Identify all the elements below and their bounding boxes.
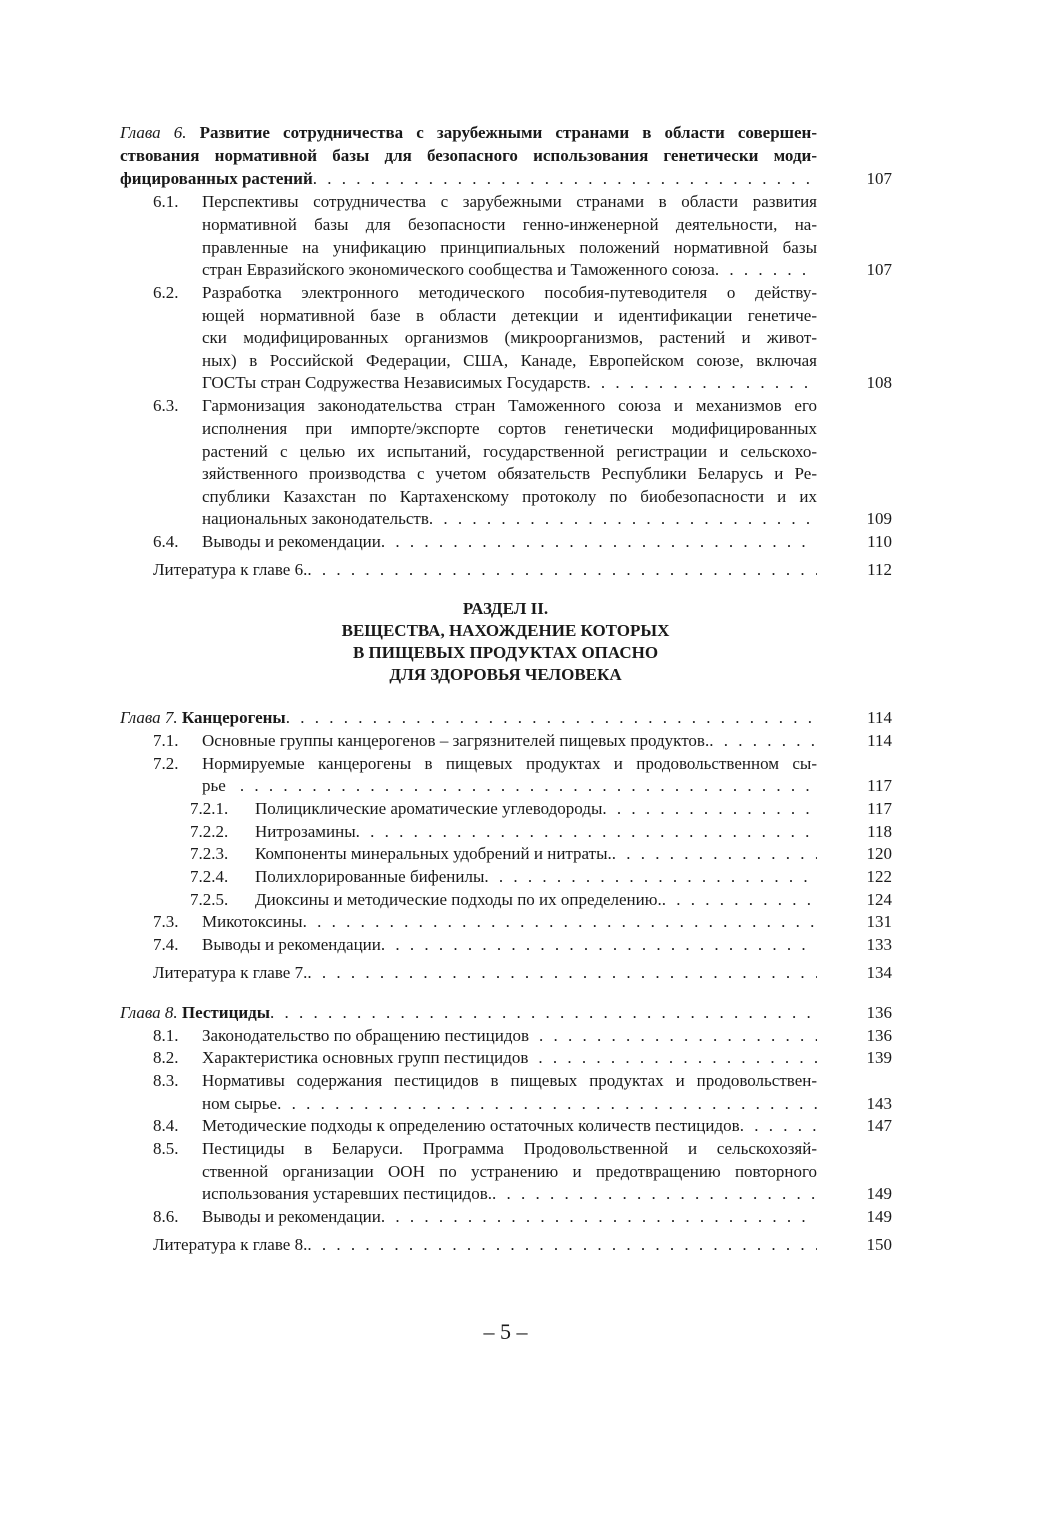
leader-dots (277, 1092, 817, 1115)
entry-line: Полихлорированные бифенилы (255, 867, 485, 886)
entry-line: стран Евразийского экономического сообщества и Таможенного союза (202, 260, 715, 279)
page-number: 117 (867, 799, 892, 818)
chapter-label: Глава 8. (120, 1003, 178, 1022)
entry-line: ном сырье (202, 1094, 278, 1113)
page-number: 122 (866, 867, 892, 886)
page-number: 124 (866, 890, 892, 909)
entry-number: 7.2.5. (190, 890, 229, 909)
entry-number: 8.1. (153, 1026, 179, 1045)
page-footer-number: – 5 – (483, 1319, 528, 1344)
entry-line: Выводы и рекомендации (202, 1207, 381, 1226)
page-number: 139 (866, 1048, 892, 1067)
section-heading-line: ДЛЯ ЗДОРОВЬЯ ЧЕЛОВЕКА (389, 665, 622, 684)
leader-dots (307, 1233, 817, 1256)
entry-number: 8.4. (153, 1116, 179, 1135)
entry-line: Нитрозамины (255, 822, 356, 841)
page-number: 118 (867, 822, 892, 841)
page-number: 136 (866, 1026, 892, 1045)
leader-dots (709, 729, 817, 752)
page-number: 109 (866, 509, 892, 528)
page-number: 143 (866, 1094, 892, 1113)
page-number: 107 (866, 169, 892, 188)
leader-dots (602, 797, 817, 820)
section-heading-line: РАЗДЕЛ II. (462, 599, 549, 618)
leader-dots (662, 888, 817, 911)
page-number: 133 (866, 935, 892, 954)
literature-label: Литература к главе 8. (153, 1235, 308, 1254)
page-number: 131 (866, 912, 892, 931)
entry-number: 6.3. (153, 396, 179, 415)
page-number: 114 (867, 708, 892, 727)
chapter-title-line: Развитие сотрудничества с зарубежными странами в области совершен- (199, 123, 818, 142)
leader-dots (586, 371, 817, 394)
leader-dots (381, 1205, 817, 1228)
entry-line: правленные на унификацию принципиальных положений нормативной базы (202, 238, 817, 257)
chapter-title: Канцерогены (181, 708, 286, 727)
leader-dots (286, 706, 817, 729)
entry-line: ных) в Российской Федерации, США, Канаде, Европейском союзе, включая (202, 351, 817, 370)
leader-dots (539, 1024, 817, 1047)
page-number: 149 (866, 1184, 892, 1203)
section-heading-line: ВЕЩЕСТВА, НАХОЖДЕНИЕ КОТОРЫХ (341, 621, 670, 640)
entry-number: 8.3. (153, 1071, 179, 1090)
entry-line: Характеристика основных групп пестицидов (202, 1048, 529, 1067)
entry-number: 8.6. (153, 1207, 179, 1226)
chapter-title-line: фицированных растений (120, 169, 313, 188)
entry-number: 6.4. (153, 532, 179, 551)
entry-number: 7.2.4. (190, 867, 229, 886)
entry-line: Нормируемые канцерогены в пищевых продуктах и продовольственном сы- (202, 754, 817, 773)
leader-dots (429, 507, 817, 530)
entry-number: 7.4. (153, 935, 179, 954)
entry-number: 7.3. (153, 912, 179, 931)
leader-dots (381, 933, 817, 956)
entry-number: 8.2. (153, 1048, 179, 1067)
leader-dots (307, 961, 817, 984)
chapter-title-line: ствования нормативной базы для безопасного использования генетически моди- (120, 146, 817, 165)
leader-dots (270, 1001, 817, 1024)
entry-line: Нормативы содержания пестицидов в пищевых продуктах и продовольствен- (202, 1071, 817, 1090)
entry-line: национальных законодательств (202, 509, 429, 528)
entry-number: 8.5. (153, 1139, 179, 1158)
entry-line: Компоненты минеральных удобрений и нитраты. (255, 844, 612, 863)
entry-line: ющей нормативной базе в области детекции и идентификации генетиче- (202, 306, 817, 325)
entry-line: зяйственного производства с учетом обязательств Республики Беларусь и Ре- (202, 464, 817, 483)
entry-line: Перспективы сотрудничества с зарубежными странами в области развития (202, 192, 817, 211)
entry-number: 6.2. (153, 283, 179, 302)
entry-line: Диоксины и методические подходы по их определению. (255, 890, 662, 909)
page-number: 150 (866, 1235, 892, 1254)
page-number: 112 (867, 560, 892, 579)
page-number: 114 (867, 731, 892, 750)
leader-dots (492, 1182, 817, 1205)
page-number: 134 (866, 963, 892, 982)
page-number: 117 (867, 776, 892, 795)
entry-line: рье (202, 776, 226, 795)
chapter-title: Пестициды (181, 1003, 271, 1022)
entry-number: 7.2.3. (190, 844, 229, 863)
entry-line: исполнения при импорте/экспорте сортов генетически модифицированных (202, 419, 817, 438)
entry-number: 7.1. (153, 731, 179, 750)
leader-dots (303, 910, 817, 933)
leader-dots (307, 558, 817, 581)
entry-number: 6.1. (153, 192, 179, 211)
leader-dots (381, 530, 817, 553)
entry-line: Методические подходы к определению остаточных количеств пестицидов (202, 1116, 740, 1135)
leader-dots (484, 865, 817, 888)
entry-line: ГОСТы стран Содружества Независимых Государств (202, 373, 587, 392)
entry-line: Пестициды в Беларуси. Программа Продовольственной и сельскохозяй- (202, 1139, 817, 1158)
page-number: 147 (866, 1116, 892, 1135)
chapter-label: Глава 6. (120, 123, 187, 142)
chapter-label: Глава 7. (120, 708, 178, 727)
entry-line: спублики Казахстан по Картахенскому протоколу по биобезопасности и их (202, 487, 817, 506)
section-heading-line: В ПИЩЕВЫХ ПРОДУКТАХ ОПАСНО (352, 643, 659, 662)
leader-dots (740, 1114, 817, 1137)
entry-number: 7.2.2. (190, 822, 229, 841)
entry-line: Полициклические ароматические углеводороды (255, 799, 603, 818)
page-number: 110 (867, 532, 892, 551)
leader-dots (612, 842, 817, 865)
leader-dots (240, 774, 817, 797)
entry-line: Основные группы канцерогенов – загрязнителей пищевых продуктов. (202, 731, 710, 750)
page-number: 107 (866, 260, 892, 279)
entry-line: нормативной базы для безопасности генно-инженерной деятельности, на- (202, 215, 817, 234)
entry-line: Гармонизация законодательства стран Таможенного союза и механизмов его (202, 396, 817, 415)
entry-line: Выводы и рекомендации (202, 935, 381, 954)
entry-line: Законодательство по обращению пестицидов (202, 1026, 530, 1045)
entry-line: растений с целью их испытаний, государственной регистрации и сельскохо- (202, 442, 817, 461)
leader-dots (356, 820, 817, 843)
entry-line: ственной организации ООН по устранению и предотвращению повторного (202, 1162, 817, 1181)
entry-line: Выводы и рекомендации (202, 532, 381, 551)
leader-dots (313, 167, 817, 190)
entry-line: Микотоксины (202, 912, 303, 931)
page-number: 120 (866, 844, 892, 863)
page-number: 108 (866, 373, 892, 392)
literature-label: Литература к главе 6. (153, 560, 308, 579)
entry-line: ски модифицированных организмов (микроорганизмов, растений и живот- (202, 328, 817, 347)
entry-number: 7.2.1. (190, 799, 229, 818)
entry-line: Разработка электронного методического пособия-путеводителя о действу- (202, 283, 817, 302)
leader-dots (538, 1046, 817, 1069)
entry-line: использования устаревших пестицидов. (202, 1184, 492, 1203)
literature-label: Литература к главе 7. (153, 963, 308, 982)
page-number: 136 (866, 1003, 892, 1022)
leader-dots (715, 258, 817, 281)
entry-number: 7.2. (153, 754, 179, 773)
page-number: 149 (866, 1207, 892, 1226)
